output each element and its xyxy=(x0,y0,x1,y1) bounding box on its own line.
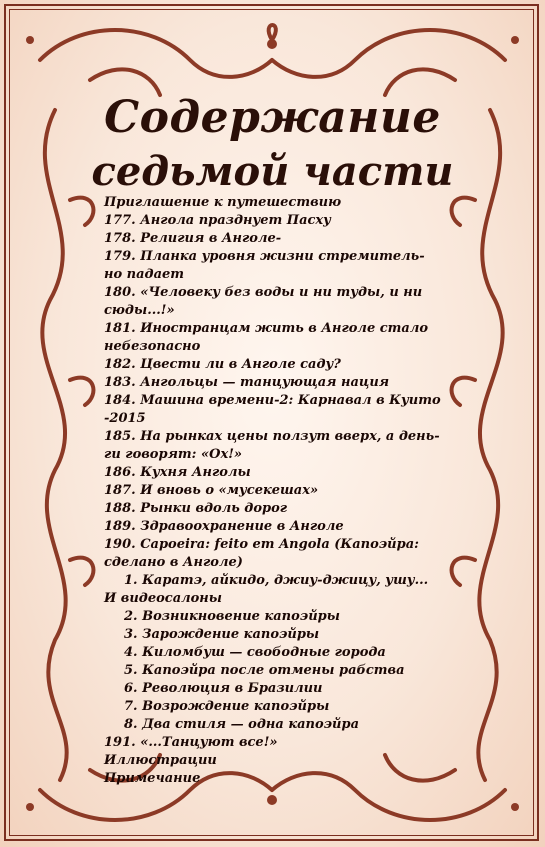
toc-item: 189. Здравоохранение в Анголе xyxy=(104,519,344,534)
toc-item: 178. Религия в Анголе- xyxy=(104,231,282,246)
table-of-contents xyxy=(104,194,464,788)
toc-item: 187. И вновь о «мусекешах» xyxy=(104,483,319,498)
toc-subitem: 1. Каратэ, айкидо, джиу-джицу, ушу... xyxy=(124,573,429,588)
toc-item: 184. Машина времени-2: Карнавал в Куито xyxy=(104,393,441,408)
toc-item: но падает xyxy=(104,267,185,282)
toc-item: небезопасно xyxy=(104,339,201,354)
toc-subitem: 8. Два стиля — одна капоэйра xyxy=(124,717,360,732)
toc-item: 182. Цвести ли в Анголе саду? xyxy=(104,357,341,372)
toc-item: сюды...!» xyxy=(104,303,175,318)
title-line-1: Содержание xyxy=(104,92,441,143)
toc-item: 180. «Человеку без воды и ни туды, и ни xyxy=(104,285,423,300)
toc-item: 186. Кухня Анголы xyxy=(104,465,251,480)
toc-item: Приглашение к путешествию xyxy=(104,195,342,210)
toc-subitem: 4. Киломбуш — свободные города xyxy=(124,645,386,660)
title-line-2: седьмой части xyxy=(91,148,454,195)
toc-item: ги говорят: «Ох!» xyxy=(104,447,243,462)
toc-item: 179. Планка уровня жизни стремитель- xyxy=(104,249,425,264)
toc-subitem: 2. Возникновение капоэйры xyxy=(124,609,340,624)
toc-item: 181. Иностранцам жить в Анголе стало xyxy=(104,321,429,336)
toc-item: 177. Ангола празднует Пасху xyxy=(104,213,331,228)
toc-subitem: 5. Капоэйра после отмены рабства xyxy=(124,663,405,678)
toc-item: Иллюстрации xyxy=(104,753,217,768)
toc-item: 191. «...Танцуют все!» xyxy=(104,735,278,750)
toc-subitem: 7. Возрождение капоэйры xyxy=(124,699,330,714)
toc-item: Примечание xyxy=(104,771,201,786)
toc-item: 190. Capoeira: feito em Angola (Капоэйра: xyxy=(104,537,419,552)
toc-item: -2015 xyxy=(104,411,146,426)
toc-subitem: 6. Революция в Бразилии xyxy=(124,681,323,696)
toc-subitem: 3. Зарождение капоэйры xyxy=(124,627,320,642)
toc-item: 188. Рынки вдоль дорог xyxy=(104,501,288,516)
toc-item: сделано в Анголе) xyxy=(104,555,243,570)
toc-item: 183. Ангольцы — танцующая нация xyxy=(104,375,390,390)
toc-item: И видеосалоны xyxy=(104,591,223,606)
toc-item: 185. На рынках цены ползут вверх, а день- xyxy=(104,429,440,444)
